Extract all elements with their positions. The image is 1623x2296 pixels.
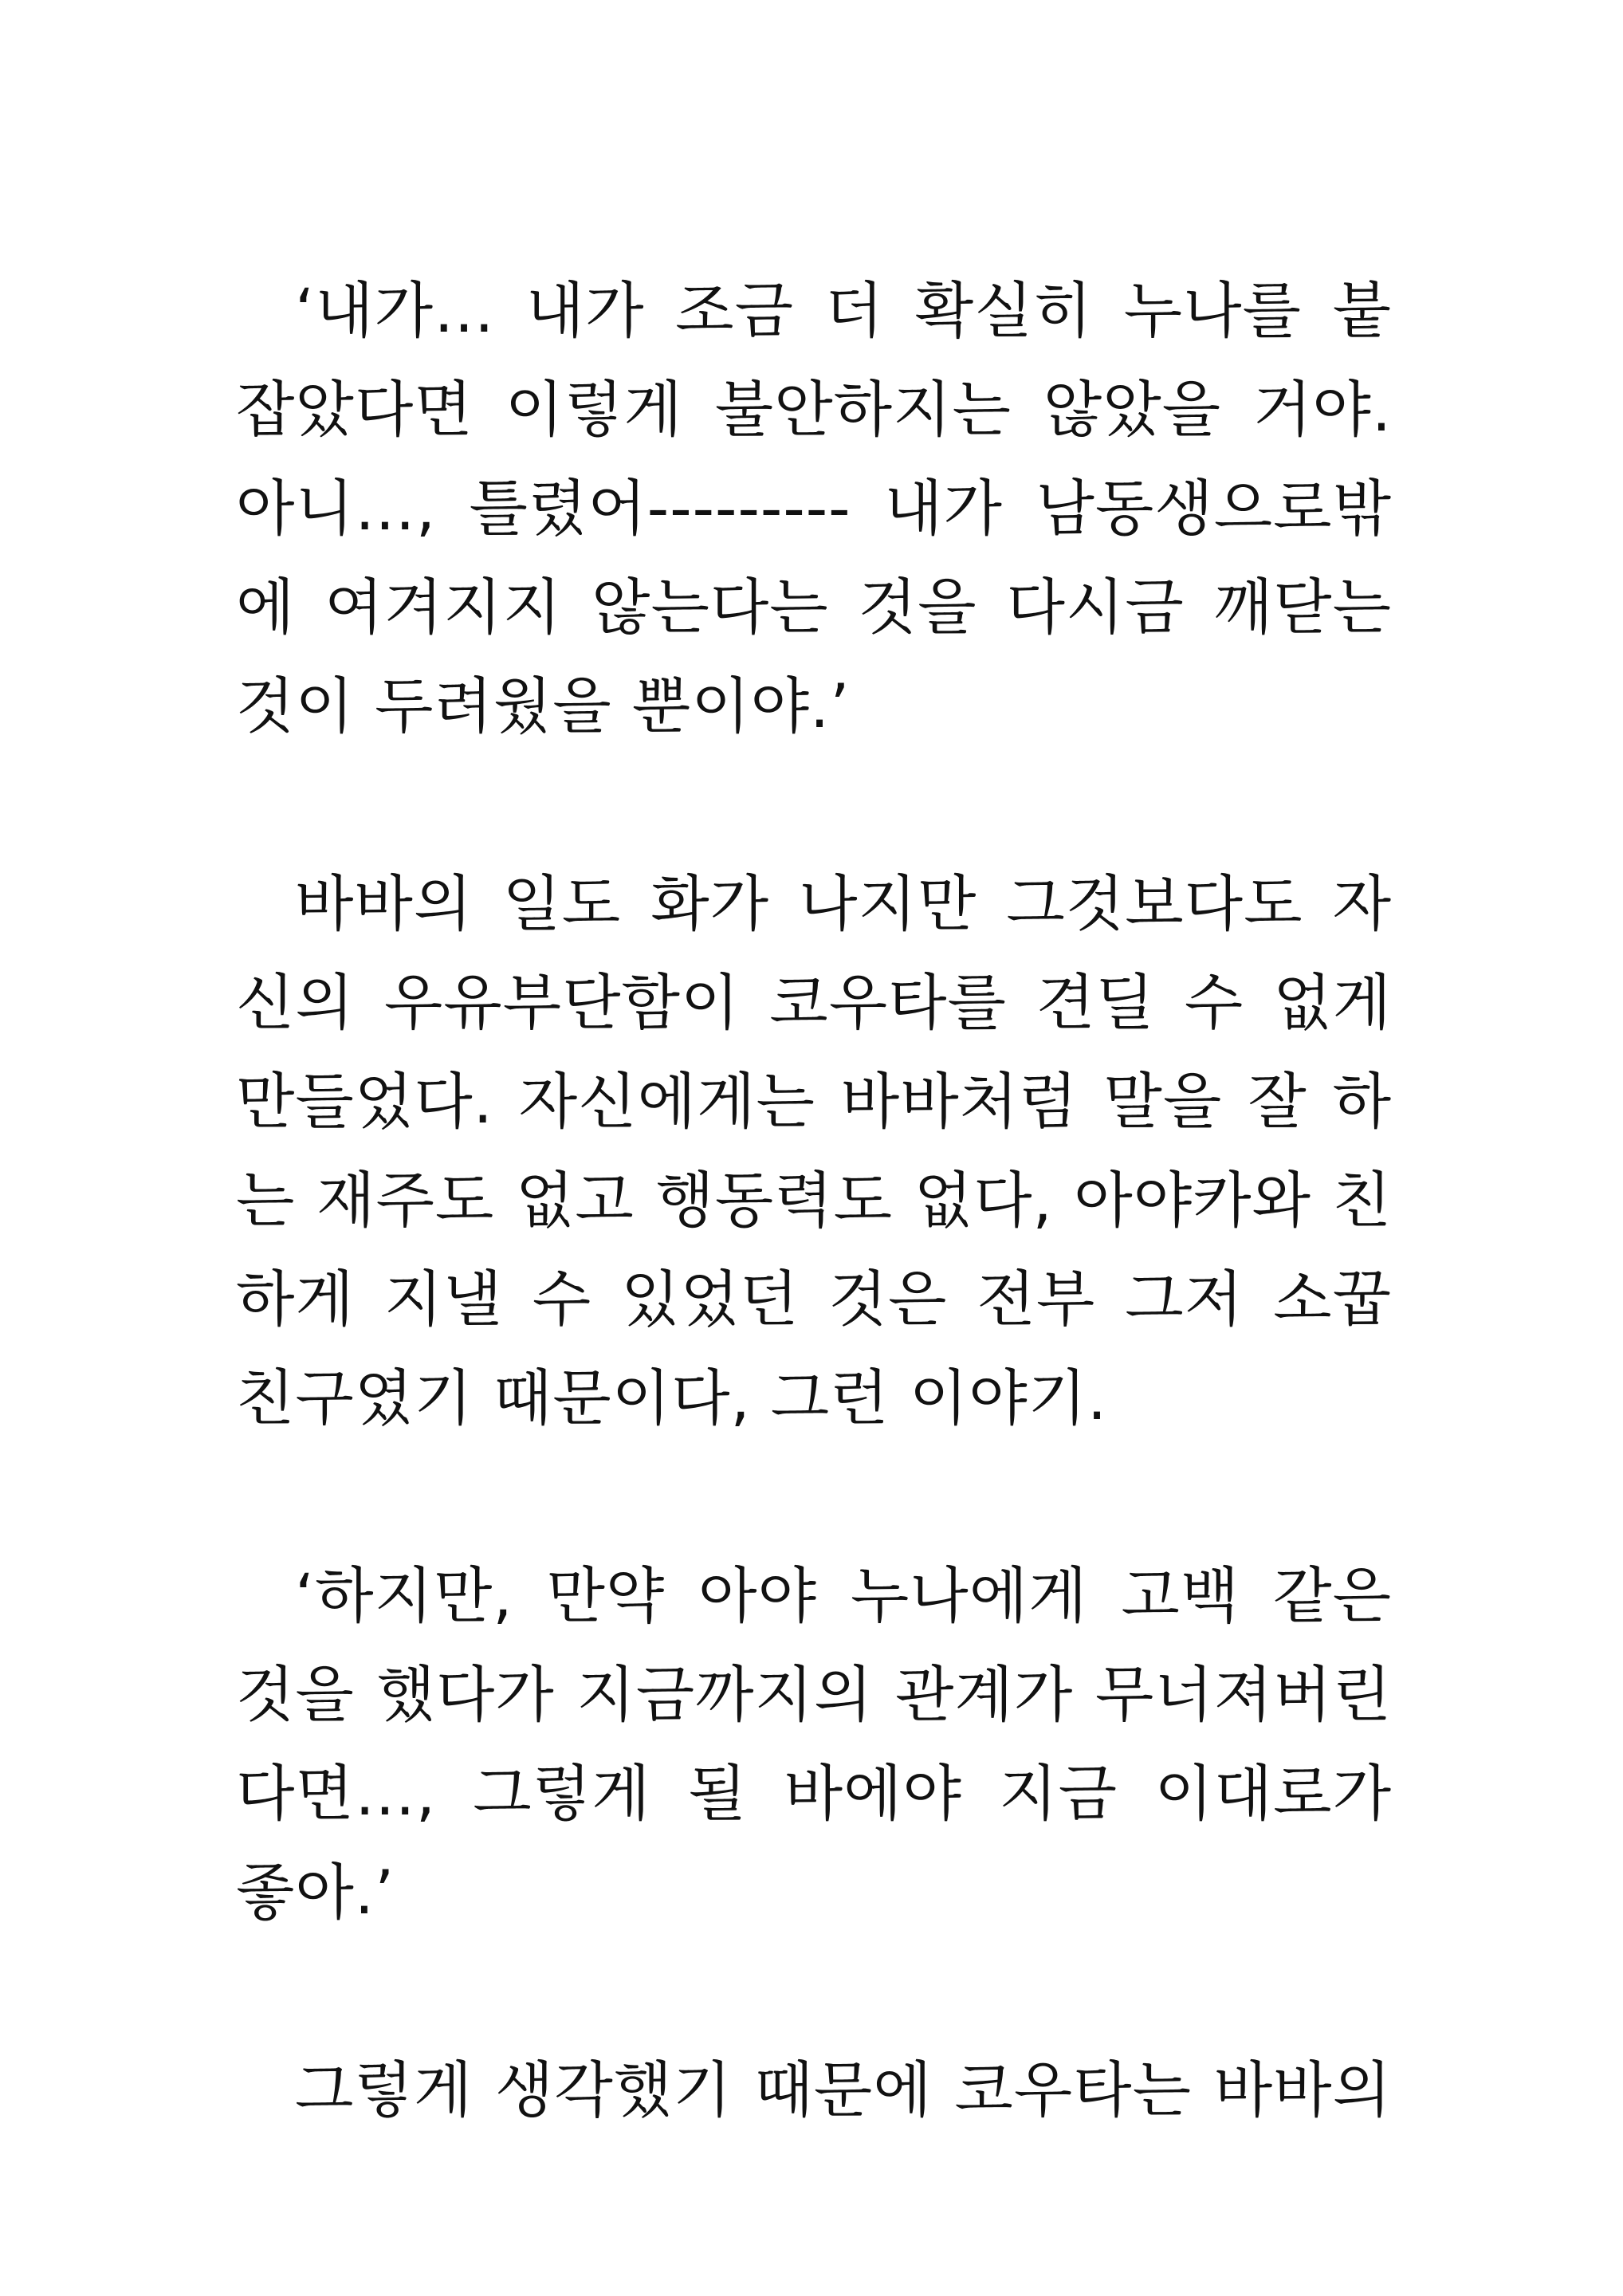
text-line: 는 재주도 없고 행동력도 없다, 아야카와 친	[236, 1165, 1392, 1236]
text-line: 에 여겨지지 않는다는 것을 다시금 깨닫는	[236, 572, 1392, 643]
text-line: 것을 했다가 지금까지의 관계가 무너져버린	[236, 1659, 1392, 1730]
text-line: 잡았다면 이렇게 불안하지는 않았을 거야.	[236, 374, 1392, 445]
text-line: 다면…, 그렇게 될 바에야 지금 이대로가	[236, 1758, 1392, 1829]
text-line: 것이 두려웠을 뿐이야.’	[236, 670, 851, 741]
paragraph	[236, 1547, 1392, 1942]
paragraph	[236, 261, 1392, 756]
body-text	[236, 261, 1392, 2140]
text-line: ‘하지만, 만약 아야 누나에게 고백 같은	[295, 1560, 1392, 1631]
paragraph-gap	[236, 1942, 1392, 2041]
text-line: 좋아.’	[236, 1857, 395, 1928]
paragraph	[236, 2041, 1392, 2140]
text-line: 친구였기 때문이다, 그런 이야기.	[236, 1362, 1108, 1433]
text-line: 하게 지낼 수 있었던 것은 전부 그저 소꿉	[236, 1264, 1392, 1335]
text-line: 바바의 일도 화가 나지만 그것보다도 자	[295, 868, 1392, 939]
text-line: 만들었다. 자신에게는 바바처럼 말을 잘 하	[236, 1066, 1392, 1137]
paragraph-gap	[236, 756, 1392, 855]
text-line: 신의 우유부단함이 코우타를 견딜 수 없게	[236, 967, 1392, 1038]
paragraph-gap	[236, 1448, 1392, 1547]
text-line: 아니…, 틀렸어--------- 내가 남동생으로밖	[236, 473, 1392, 544]
text-line: ‘내가… 내가 조금 더 확실히 누나를 붙	[295, 275, 1392, 346]
text-line: 그렇게 생각했기 때문에 코우타는 바바의	[295, 2054, 1392, 2125]
paragraph	[236, 855, 1392, 1448]
